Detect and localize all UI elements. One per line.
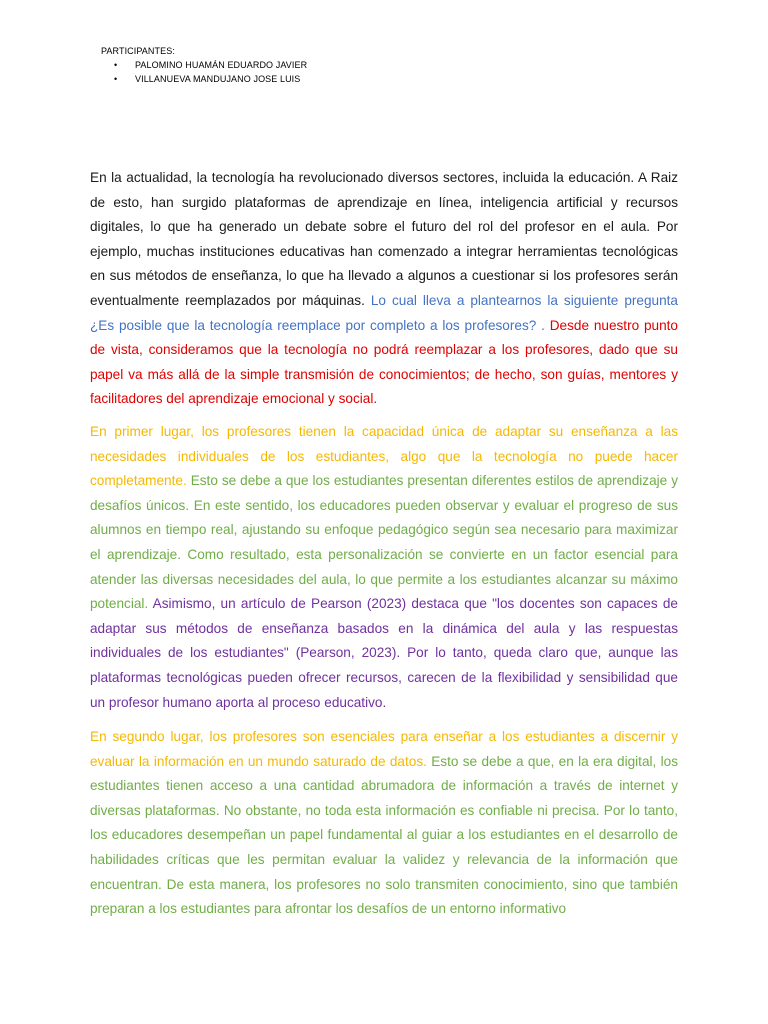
participant-name: VILLANUEVA MANDUJANO JOSE LUIS xyxy=(135,74,301,84)
participants-heading: PARTICIPANTES: xyxy=(101,46,175,56)
bullet-icon: • xyxy=(114,60,118,70)
participants-block xyxy=(101,44,307,86)
participants-list xyxy=(101,58,307,86)
explanation-text: Esto se debe a que, en la era digital, los estudiantes tienen acceso a una cantidad abrumadora de información a través de internet y diversas plataformas. No obstante, no toda esta información es confiable ni precisa. Por lo tanto, los educadores desempeñan un papel fundamental al guiar a los estudiantes en el desarrollo de habilidades críticas que les permitan evaluar la validez y relevancia de la información que encuentran. De esta manera, los profesores no solo transmiten conocimiento, sino que también preparan a los estudiantes para afrontar los desafíos de un entorno informativo xyxy=(90,753,679,917)
participant-item xyxy=(101,72,307,86)
participant-name: PALOMINO HUAMÁN EDUARDO JAVIER xyxy=(135,60,308,70)
participant-item xyxy=(101,58,307,72)
research-question-text: Lo cual lleva a plantearnos la siguiente pregunta ¿Es posible que la tecnología reemplace por completo a los profesores? . xyxy=(90,292,678,333)
topic-sentence-text: En segundo lugar, los profesores son esenciales para enseñar a los estudiantes a discernir y evaluar la información en un mundo saturado de datos. xyxy=(90,729,678,769)
paragraph-first-argument xyxy=(90,420,678,715)
thesis-text: Desde nuestro punto de vista, consideramos que la tecnología no podrá reemplazar a los profesores, dado que su papel va más allá de la simple transmisión de conocimientos; de hecho, son guías, mentores y facilitadores del aprendizaje emocional y social. xyxy=(90,317,678,407)
context-text: En la actualidad, la tecnología ha revolucionado diversos sectores, incluida la educación. A Raiz de esto, han surgido plataformas de aprendizaje en línea, inteligencia artificial y recursos digitales, lo que ha generado un debate sobre el futuro del rol del profesor en el aula. Por ejemplo, muchas instituciones educativas han comenzado a integrar herramientas tecnológicas en sus métodos de enseñanza, lo que ha llevado a algunos a cuestionar si los profesores serán eventualmente reemplazados por máquinas. xyxy=(90,170,678,308)
paragraph-second-argument xyxy=(90,725,678,922)
topic-sentence-text: En primer lugar, los profesores tienen la capacidad única de adaptar su enseñanza a las necesidades individuales de los estudiantes, algo que la tecnología no puede hacer completamente. xyxy=(90,424,678,489)
paragraph-introduction xyxy=(90,166,678,412)
bullet-icon: • xyxy=(114,74,118,84)
explanation-text: Esto se debe a que los estudiantes presentan diferentes estilos de aprendizaje y desafíos únicos. En este sentido, los educadores pueden observar y evaluar el progreso de sus alumnos en tiempo real, ajustando su enfoque pedagógico según sea necesario para maximizar el aprendizaje. Como resultado, esta personalización se convierte en un factor esencial para atender las diversas necesidades del aula, lo que permite a los estudiantes alcanzar su máximo potencial. xyxy=(90,473,678,612)
evidence-text: Asimismo, un artículo de Pearson (2023) destaca que "los docentes son capaces de adaptar sus métodos de enseñanza basados en la dinámica del aula y las respuestas individuales de los estudiantes" (Pearson, 2023). Por lo tanto, queda claro que, aunque las plataformas tecnológicas pueden ofrecer recursos, carecen de la flexibilidad y sensibilidad que un profesor humano aporta al proceso educativo. xyxy=(90,596,678,710)
